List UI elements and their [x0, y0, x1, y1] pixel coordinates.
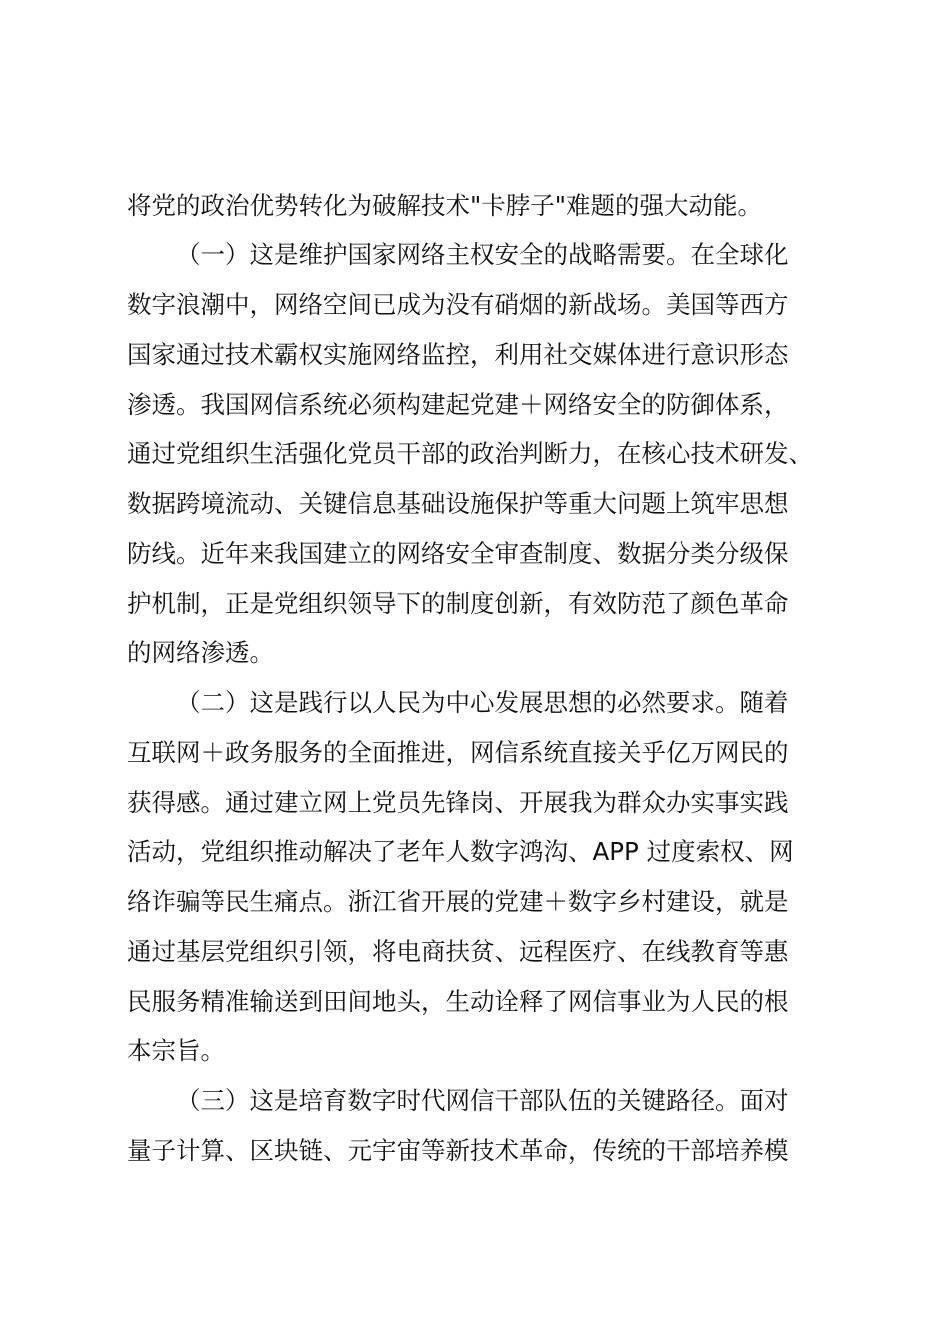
paragraph-heading-2: （二）这是践行以人民为中心发展思想的必然要求。随着	[176, 688, 789, 717]
text-line: 防线。近年来我国建立的网络安全审查制度、数据分类分级保	[127, 539, 789, 568]
text-line: 护机制，正是党组织领导下的制度创新，有效防范了颜色革命	[127, 589, 789, 618]
paragraph-heading-1: （一）这是维护国家网络主权安全的战略需要。在全球化	[176, 240, 789, 269]
paragraph-heading-3: （三）这是培育数字时代网信干部队伍的关键路径。面对	[176, 1086, 789, 1115]
text-line: 互联网＋政务服务的全面推进，网信系统直接关乎亿万网民的	[127, 738, 789, 767]
text-line: 数据跨境流动、关键信息基础设施保护等重大问题上筑牢思想	[127, 489, 789, 518]
text-line: 获得感。通过建立网上党员先锋岗、开展我为群众办实事实践	[127, 788, 789, 817]
text-line: 数字浪潮中，网络空间已成为没有硝烟的新战场。美国等西方	[127, 290, 789, 319]
text-line: 通过党组织生活强化党员干部的政治判断力，在核心技术研发、	[127, 439, 813, 468]
text-line: 通过基层党组织引领，将电商扶贫、远程医疗、在线教育等惠	[127, 937, 789, 966]
text-line: 将党的政治优势转化为破解技术"卡脖子"难题的强大动能。	[127, 191, 763, 220]
text-line: 的网络渗透。	[127, 638, 274, 667]
text-line: 国家通过技术霸权实施网络监控，利用社交媒体进行意识形态	[127, 340, 789, 369]
text-line: 渗透。我国网信系统必须构建起党建＋网络安全的防御体系，	[127, 390, 789, 419]
text-line: 量子计算、区块链、元宇宙等新技术革命，传统的干部培养模	[127, 1136, 789, 1165]
text-line: 本宗旨。	[127, 1036, 225, 1065]
text-line: 活动，党组织推动解决了老年人数字鸿沟、APP 过度索权、网	[127, 837, 794, 866]
text-line: 民服务精准输送到田间地头，生动诠释了网信事业为人民的根	[127, 987, 789, 1016]
text-line: 络诈骗等民生痛点。浙江省开展的党建＋数字乡村建设，就是	[127, 887, 789, 916]
